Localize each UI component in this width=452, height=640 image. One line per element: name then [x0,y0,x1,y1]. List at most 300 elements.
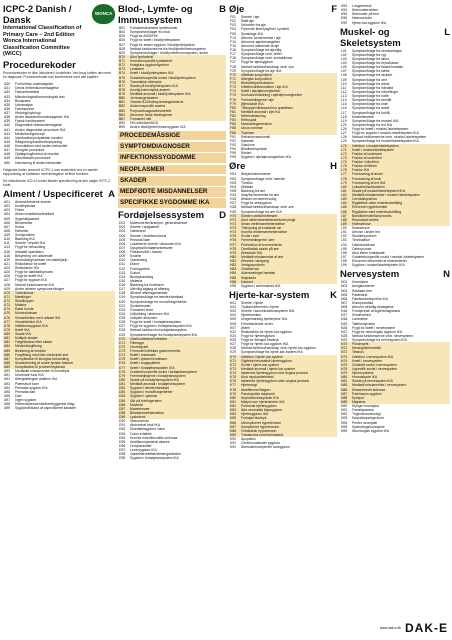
code: A80 [4,332,11,337]
code-label: Bekymring om udseende [15,253,53,258]
code: H85 [230,275,237,280]
code-label: Symptom/klage vedr. briller [241,52,282,57]
footer-url[interactable]: www.dak-e.dk [379,626,401,630]
section-l-title: Muskel- og Skeletsystem [340,26,401,49]
code: A74 [4,307,11,312]
subtitle-line-5: (WICC) [3,51,22,58]
code-label: Symptom/klage fra øjenlåg [241,48,282,52]
code: N95 [341,424,348,429]
code: D86 [119,402,126,407]
code-label: Forhøjet blodtryk [241,416,267,421]
code: L94 [341,242,347,247]
code: H76 [230,238,237,243]
code-label: Kronisk mellemørebetændelse [241,230,287,235]
code: F16 [230,48,236,52]
code: F70 [230,72,236,77]
section-a-heading [3,189,115,200]
code-label: Anmodning/samtale om dødshjælp [15,257,68,262]
code: D87 [119,406,126,411]
code: A97 [4,398,11,403]
code-label: Andre almene symptomer/klager [15,286,64,291]
code: D98 [119,452,126,457]
code-label: Trigeminusneuralgi [352,412,381,417]
code-label: Frygt for neurologisk sygdom IKA [352,329,403,334]
code: L74 [341,160,347,164]
code-label: Nedsat funktionsevne vedr. nervesystem [352,333,414,338]
code-label: Fraktur af underarm [352,151,382,156]
code-label: Godartet/uspecifik svulst i blod/lymfesystem [130,75,196,80]
code-label: Trachom [241,130,255,135]
code-label: Rødt øje [241,19,254,24]
code: H02 [230,176,237,181]
code: F14 [230,39,236,44]
code: H77 [230,242,237,247]
code: L08 [341,73,347,78]
code: A23 [4,266,11,271]
section-n-heading [340,269,450,280]
code: N19 [341,321,348,326]
code: A85 [4,348,11,353]
code: L86 [341,209,347,214]
code: A43 [4,131,11,136]
code-label: Ryglidelse uden smerteudstråling [352,201,403,206]
code: F01 [230,15,236,19]
code-label: Frygt for sygdom i fordøjelsessystem IKA [130,324,192,329]
code-label: Muskelsmerter [352,114,375,119]
code: A72 [4,299,11,304]
code-label: Frygt for forhøjet blodtryk [241,338,279,342]
code-label: Symptom/klage fra muskel/skeletsystem IKA [352,139,419,144]
code-label: Kræft i muskel/skeletsystem [352,147,395,152]
code: D94 [119,435,126,440]
code: D13 [119,270,126,275]
code-label: Godartet/uspecifik svulst i muskel-/skeletsystem [352,254,424,259]
code: K76 [230,379,237,384]
code: A93 [4,381,11,386]
subtitle-line-3: Wonca International [3,38,57,45]
code: A09 [4,233,11,238]
code: A88 [4,360,11,365]
code-label: Taleforstyrrelse [352,321,375,326]
code-label: Skadevirkning af andre fysiske faktorer [15,360,74,365]
code: A77 [4,319,11,324]
code-label: Fraktur af underben [352,155,382,160]
code-label: Perforation af trommehinde [241,242,283,247]
code-label: Forstuvning af knæ [352,176,382,181]
code: L84 [341,201,347,206]
code-label: Helbredsbevarende/forebyggende tiltag [15,402,75,407]
code: A29 [4,286,11,291]
code-label: Pulmonal hjertesygdom [241,404,277,408]
code: L82 [341,193,347,197]
code: B04 [119,30,126,35]
code-label: Forstørret milt [130,116,152,121]
code: L72 [341,151,347,156]
code-label: Fuld klinisk undersøgelse [15,82,54,87]
procedure-note-2: De inkluderede ICD-10 koder tillader specificering af den valgte ICPC-2 kode. [3,178,111,187]
code: K86 [230,420,237,425]
code: H28 [230,205,237,210]
code-label: Skuldersyndrom [352,234,377,239]
code: F79 [230,101,236,106]
code-label: Flatulens/luft i maven [130,250,163,255]
code-label: Besvimelse [15,220,33,225]
code-label: Abnorm ufrivillig bevægelse [352,305,394,309]
code-label: Kvalme [130,254,142,259]
code: H82 [230,263,237,268]
code: B81 [119,100,126,105]
page-title: ICPC-2 Danish / Dansk [3,4,72,25]
code-label: Bursitis/tendinitis/synovitis [352,213,392,218]
code: H84 [230,271,237,276]
code: L78 [341,176,347,181]
code-label: Åreknuder på ben [352,12,379,17]
section-n-letter: N [443,269,450,281]
column-3 [229,4,337,449]
code: F99 [230,155,236,160]
code-label: Tetanus [352,350,364,355]
code-label: Nedsat funktionsevne fra blod/lymfe/immunsystem [130,46,206,51]
code-label: Sygdom i spiserør [130,394,158,399]
code: K87 [230,424,237,429]
code: D89 [119,415,126,420]
code-label: Godartet svulst i nervesystem [352,362,397,367]
code: B78 [119,87,126,92]
code: A82 [4,340,11,345]
code: D02 [119,225,126,230]
code-label: Medfødt anomali i øje IKA [241,109,281,114]
code-label: Blodopkastning [130,274,154,279]
code: D01 [119,221,126,226]
code-label: Ukompliceret hypertension [241,420,282,425]
section-k-letter: K [330,289,337,301]
code-label: Hjertesygdom IKA [241,412,269,417]
code-label: Symptomer/klager fra fordøjelsessystem IKA [130,332,198,337]
code: K78 [230,387,237,392]
code-label: Traumatisk miltruptur [130,79,162,84]
code: K84 [230,412,237,417]
code-label: Syge/utilpashed [15,216,40,221]
code: D18 [119,291,126,296]
code-label: Følsomhedstest [15,90,40,95]
code: K80 [230,395,237,400]
code: D82 [119,386,126,391]
code: D15 [119,278,126,283]
code: L93 [341,238,347,243]
code-row [118,125,226,129]
code-label: Smerte i endetarm/anus [130,233,167,238]
code-label: Perinatal død [15,389,36,394]
code: L90 [341,226,347,230]
code: D10 [119,258,126,263]
code-label: Leversygdom IKA [130,448,157,453]
code: K89 [230,432,237,437]
code-label: Blindhed/synstab [241,147,267,151]
code-label: Skade på blod/lymfesystem IKA [130,83,178,88]
code: B71 [119,59,126,63]
code: K70 [230,354,237,359]
code: L29 [341,139,347,144]
code-label: Synsklage IKA [241,31,264,36]
code: K74 [230,371,237,375]
code: D99 [119,456,126,461]
code: B82 [119,104,126,109]
code: A04 [4,212,11,217]
code-label: Frygt for hjerte-kar-sygdom IKA [241,342,289,347]
code: L16 [341,106,347,111]
procedure-title: Procedurekoder [3,59,76,71]
code-label: Blødning fra endetarm [130,283,164,288]
code: D12 [119,266,126,271]
component-band: INFEKTIONSSYGDOMME [118,153,226,163]
code: A34 [4,98,11,103]
code: A99 [4,406,11,411]
code-label: Retinopati [241,118,257,123]
code-label: Symptom/klage fra ben/lår [352,98,392,103]
code: A90 [4,369,11,374]
code: F83 [230,118,236,123]
section-k-list [229,301,337,450]
code-label: Symptom/klage fra ankel [352,106,390,111]
code-label: Symptom/klage fra hofte [352,94,389,98]
code-label: Godartet/uspecifik svulst i fordøjelsessystem [130,369,197,374]
code-row [229,445,337,449]
code-label: Fremmedlegeme i øje [241,97,274,102]
code-label: Fæcesprøve [15,106,35,111]
code-label: Lungeemboli [352,4,372,8]
code-label: Glaukom [241,142,255,147]
code-label: Meningitis/encefalit [352,346,381,351]
code-label: Ansigtssmerter [352,284,375,289]
code-label: Fremmedlegeme i fordøjelsessystem [130,373,186,378]
code-label: Hævelse [15,228,29,233]
code: N70 [341,342,348,347]
code-label: Skelen [241,151,252,156]
code: K27 [230,342,237,347]
code-label: Kronisk/uspecifik lymfadenit [130,59,172,63]
code: K85 [230,416,237,421]
code-label: Infektion/inflammation i øje IKA [241,85,288,90]
code-label: Symptom/klage fra skulder [352,73,393,78]
code: A39 [4,119,11,124]
code-label: Sygdom/tilstand af uspecificeret karakter [15,406,77,411]
code-label: Overfladisk skade på øre [241,246,279,251]
code: K03 [230,309,237,314]
dak-e-logo: DAK-E [405,621,448,635]
code: B28 [119,46,126,51]
code-label: Histologi/cytologi [15,111,41,116]
code: K99 [341,20,348,25]
code-label: Andre laboratorieundersøgelser IKA [15,115,70,120]
code-label: Symptom/klage fra nervesystem IKA [352,338,407,342]
code-label: Ufrivillig afgang af afføring [130,287,170,292]
code-label: Osteoporose [352,246,372,251]
section-f-heading [229,4,337,15]
code: D84 [119,394,126,399]
code-label: Epilepsi [352,395,364,400]
code-label: Risikofaktor for hjerte-kar-sygdom [241,329,292,334]
code: D95 [119,439,126,444]
section-n-title: Nervesystem [340,269,400,281]
code-label: Medfødt anomali i hjerte-kar-system [241,366,296,371]
code: A73 [4,303,11,308]
code: A01 [4,200,11,205]
code-label: Symptomer/klager i blod/lymfe/immunsystem, andre [130,50,209,55]
code: A03 [4,208,11,213]
section-d-heading [118,210,226,221]
code: F82 [230,114,236,118]
code: D88 [119,410,126,415]
component-band: SYMPTOMDIAGNOSER [118,142,226,152]
code: F17 [230,52,236,57]
code-label: Diarré [130,262,140,267]
code: A11 [4,241,10,246]
code: F94 [230,147,236,151]
code-label: Åreknudetromber [352,8,379,13]
code-label: Nedsat funktion/handicap vedr. syn [241,64,294,69]
code: D06 [119,241,126,246]
code-label: Blødning fra øre [241,188,266,193]
code-label: Skoldkopper [15,299,34,304]
code: K73 [230,366,237,371]
code: D96 [119,443,126,448]
code-label: Skade IKA [15,332,32,337]
code: D74 [119,353,126,358]
code: A44 [4,135,11,140]
code: L73 [341,155,347,160]
code: K81 [230,399,237,404]
code-label: Skade på fordøjelsessystem IKA [130,377,179,382]
code: A32 [4,90,11,95]
code: B26 [119,38,126,43]
code: K72 [230,362,237,367]
code-label: Smerte i brystet IKA [15,241,46,246]
code-label: Multiple skader [15,336,38,341]
code-label: Frygt for kræft i fordøjelsessystem [130,320,182,325]
code: N18 [341,317,348,322]
code-label: Poliomyelit [352,342,369,347]
code: A92 [4,377,11,382]
code-label: Blefarit/stye/chalazion [241,81,274,85]
code: N75 [341,362,348,367]
code: L99 [341,263,347,268]
code: B74 [119,71,126,76]
code-label: Symptom/klage fra håndled [352,85,394,90]
code-label: Mæslinger [15,294,31,299]
code: L15 [341,102,347,107]
code-label: Mononukleose [15,311,38,316]
code: N88 [341,395,348,400]
code-label: Bivirkning af medicin [15,348,47,353]
code: L05 [341,65,347,70]
code-label: Transitorisk cerebral iskæmi [241,432,284,437]
code-label: Paræstesi [352,292,368,297]
code: K82 [230,404,237,408]
code: L07 [341,69,347,74]
code-label: Anden diagnostisk procedure IKA [15,127,66,132]
code: B79 [119,92,126,96]
code: L04 [341,61,347,65]
code: K79 [230,391,237,396]
code: H71 [230,217,237,222]
code: N08 [341,305,348,309]
code-label: Symptom/klage fra knæ [352,102,388,107]
code: K96 [341,16,348,21]
code: A86 [4,352,11,357]
code-label: Virusinfektion IKA [15,319,42,324]
code-label: Forgiftning med ikke-medicinsk stof [15,352,69,357]
component-bands [118,131,226,209]
code-label: Uspecifik svulst i nervesystem [352,366,398,371]
code: D71 [119,340,126,345]
wonca-logo-icon: WONCA [92,4,115,24]
code: H72 [230,221,237,226]
code-label: Hofteartrose [352,221,371,226]
code: F95 [230,151,236,156]
code: H81 [230,259,237,263]
code-label: Orm/parasitter [130,443,152,448]
code: N89 [341,399,348,404]
code-label: Infektiøs konjunktivit [241,72,272,77]
code-label: Symptom/klage fra tænder/tandkød [130,295,184,300]
code: H04 [230,184,237,189]
code-row [229,284,337,288]
code-label: Symptom/klage fra albue [352,81,390,86]
code-label: Konsultation med anden behandler [15,144,68,149]
code-label: Cerebrovaskulær sygdom [241,441,280,446]
code-label: Frygt for AIDS/HIV [130,34,158,39]
code: N93 [341,416,348,421]
code: B29 [119,50,126,55]
code: K05 [230,317,237,322]
code-label: Mavesår [130,402,144,407]
code-label: Symptom/klage fra muskel IKA [352,118,399,123]
code: L87 [341,213,347,218]
code-label: Nedsat funktion fra fordøjelsessystem [130,328,187,333]
code-label: Smerte i epigastriet [130,225,160,230]
code: D27 [119,324,126,329]
code: D19 [119,295,126,300]
code-row [3,406,115,410]
code: A41 [4,127,11,132]
code-label: Forstoppelse [130,266,150,271]
code-label: Feber [15,208,24,213]
code-label: Akut mellemørebetændelse/myringit [241,217,296,222]
code: K22 [230,329,237,334]
code-label: Henvisning til anden behandler [15,160,62,165]
code-label: Hjerte-kar-sygdom IKA [352,20,387,25]
code-label: Divertikelsygdom i tarm [130,427,166,432]
section-d-title: Fordøjelsessystem [118,210,205,222]
code-label: Øjenskade IKA [241,101,264,106]
section-k-title: Hjerte-kar-system [229,289,310,301]
code-label: Infektionssygdom IKA [15,323,48,328]
code: D08 [119,250,126,255]
code: A08 [4,228,11,233]
code: K01 [230,300,237,305]
code-label: Arvelig hæmolytisk anæmi [130,87,170,92]
code-label: Kompliceret hypertension [241,424,280,429]
code: A36 [4,106,11,111]
code: N01 [341,280,348,285]
code-label: Artrose i andre led [352,230,380,235]
subtitle-line-4: Classification Committee [3,44,70,51]
code-label: Nedsat funktion/handicap vedr. øre [241,205,294,210]
code-label: Infektion i nervesystem IKA [352,354,394,359]
code: N05 [341,292,348,297]
code: H03 [230,180,237,185]
code: L89 [341,221,347,226]
